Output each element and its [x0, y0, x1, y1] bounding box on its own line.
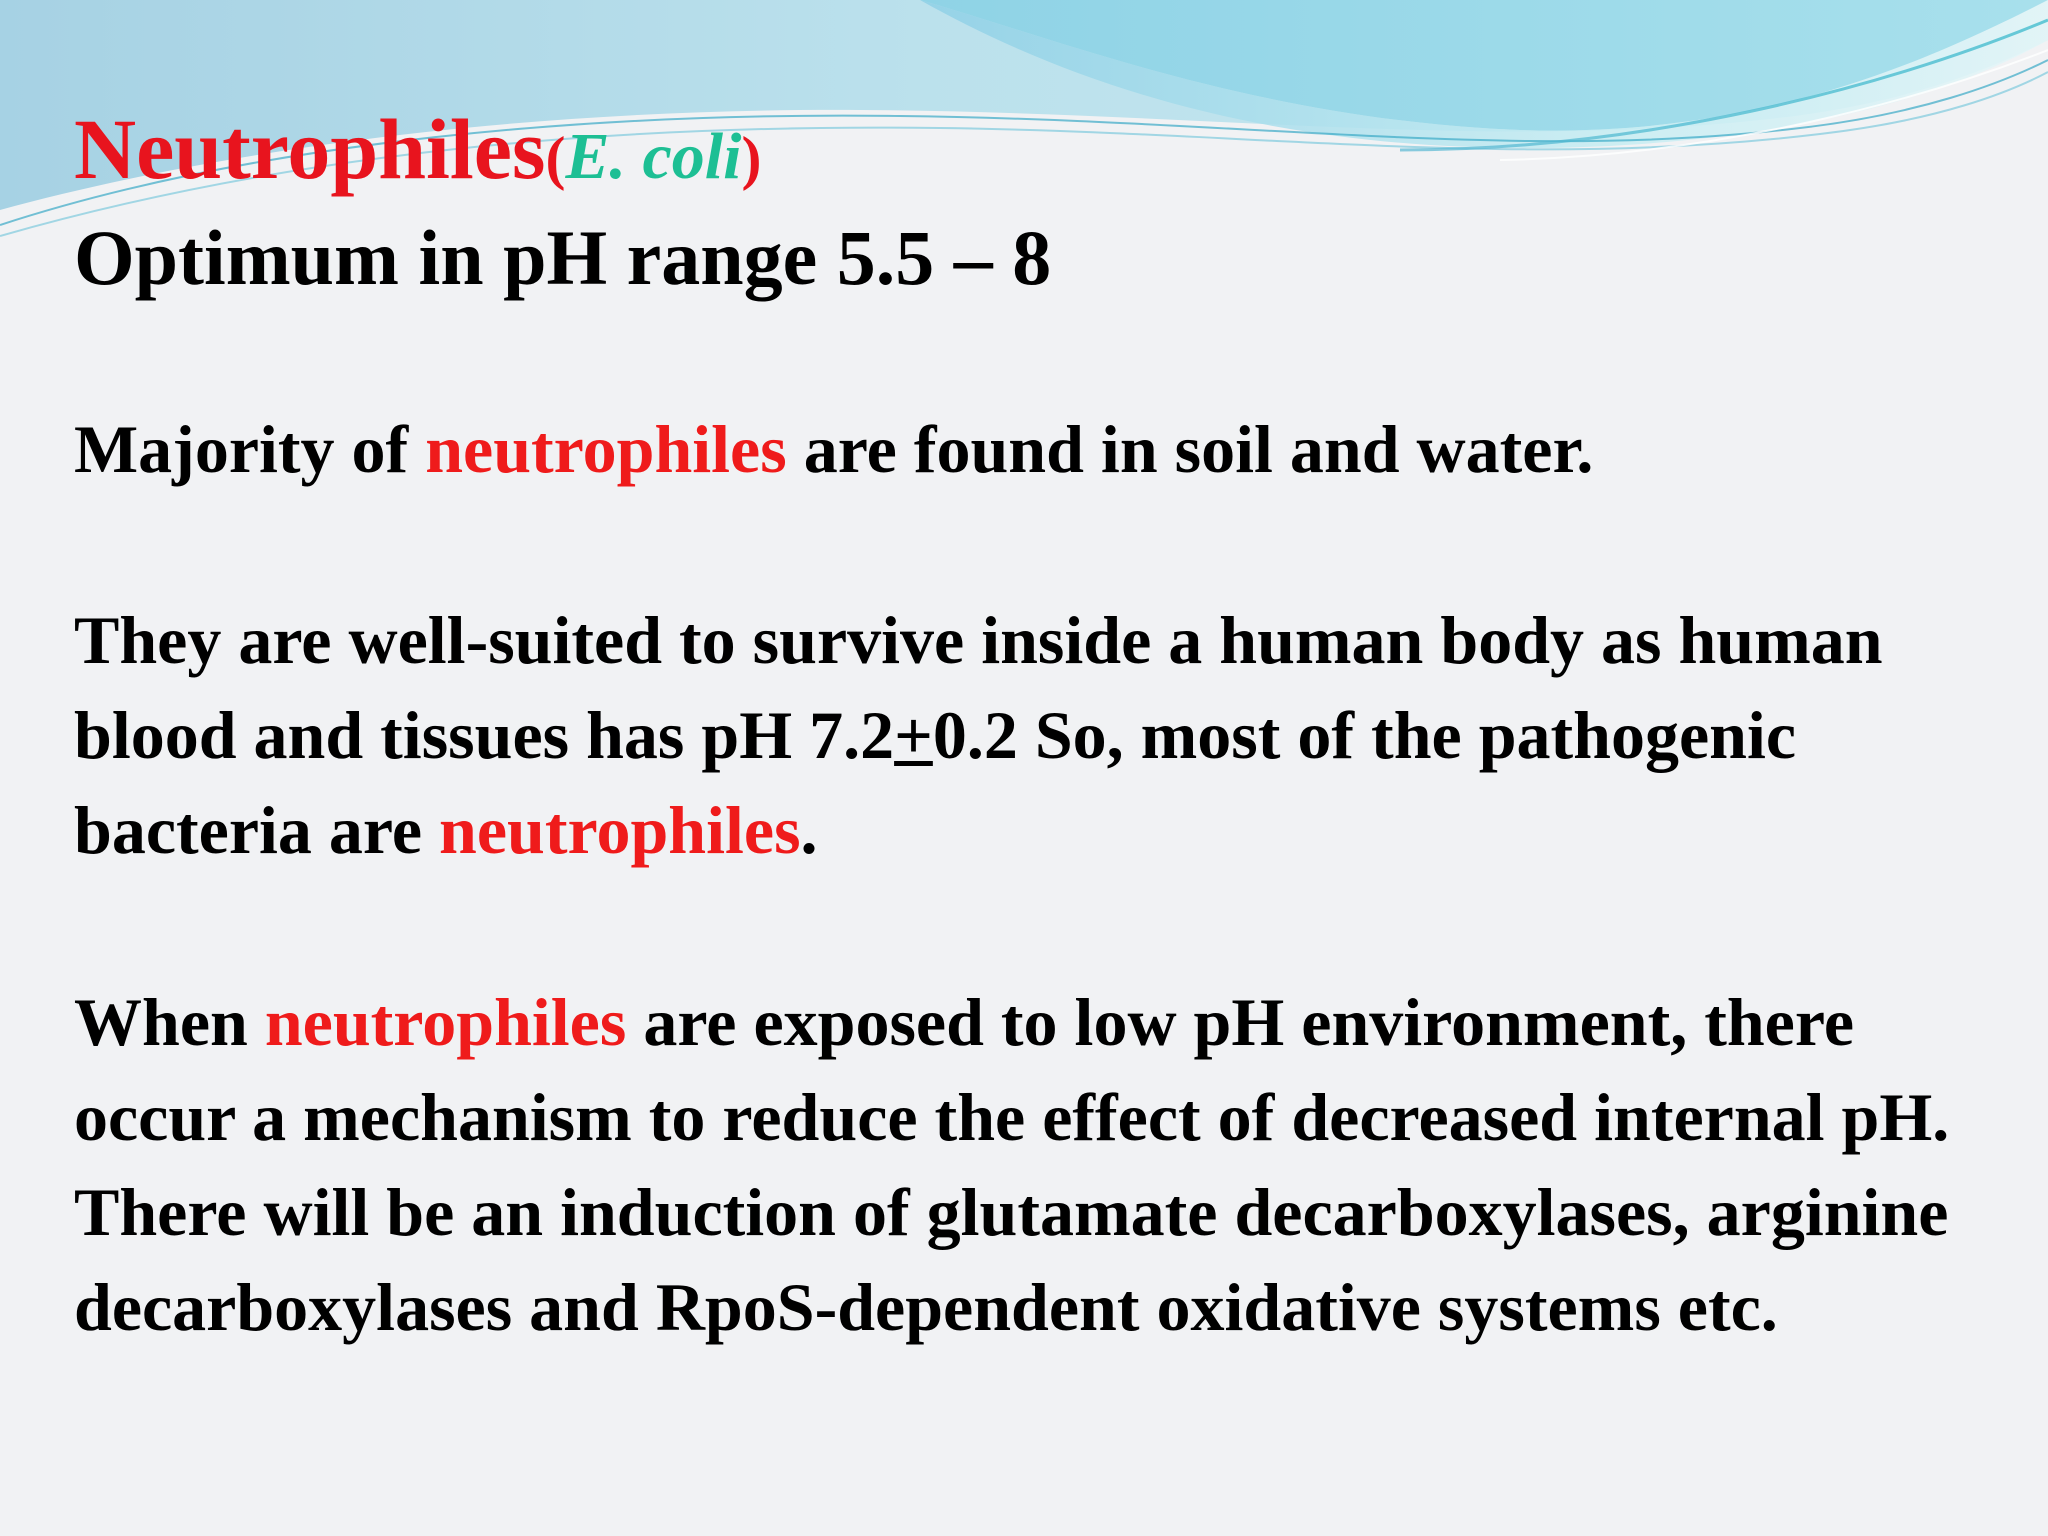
- paragraph-human-body-highlight: neutrophiles: [439, 792, 801, 868]
- ph-range-subtitle: Optimum in pH range 5.5 – 8: [74, 214, 1052, 301]
- paragraph-human-body-text-after: .: [800, 792, 818, 868]
- plus-minus-symbol: +: [894, 697, 933, 773]
- paragraph-habitat: [74, 402, 2024, 497]
- paragraph-low-ph: [74, 975, 2024, 1355]
- paragraph-human-body-text-before: They are well-suited to survive inside a human body as human blood and tissues has pH 7.2: [74, 602, 1883, 773]
- title-open-paren: (: [545, 125, 566, 191]
- paragraph-habitat-text-after: are found in soil and water.: [786, 411, 1594, 487]
- title-species: E. coli: [565, 120, 742, 193]
- slide-title: [74, 95, 2024, 212]
- slide-content: [74, 95, 2024, 1355]
- paragraph-human-body-text-middle: 0.2 So, most of the pathogenic bacteria are: [74, 697, 1797, 868]
- paragraph-human-body: [74, 593, 2024, 878]
- paragraph-low-ph-text-before: When: [74, 984, 265, 1060]
- paragraph-low-ph-highlight: neutrophiles: [264, 984, 627, 1060]
- paragraph-habitat-text-before: Majority of: [74, 411, 426, 487]
- title-close-paren: ): [741, 125, 762, 191]
- paragraph-low-ph-text-after: are exposed to low pH environment, there occur a mechanism to reduce the effect of decreased internal pH. There will be an induction of glutamate decarboxylases, arginine decarboxylases and RpoS-dependent oxidative systems etc.: [74, 984, 1950, 1345]
- title-word: Neutrophiles: [74, 101, 546, 197]
- paragraph-habitat-highlight: neutrophiles: [425, 411, 787, 487]
